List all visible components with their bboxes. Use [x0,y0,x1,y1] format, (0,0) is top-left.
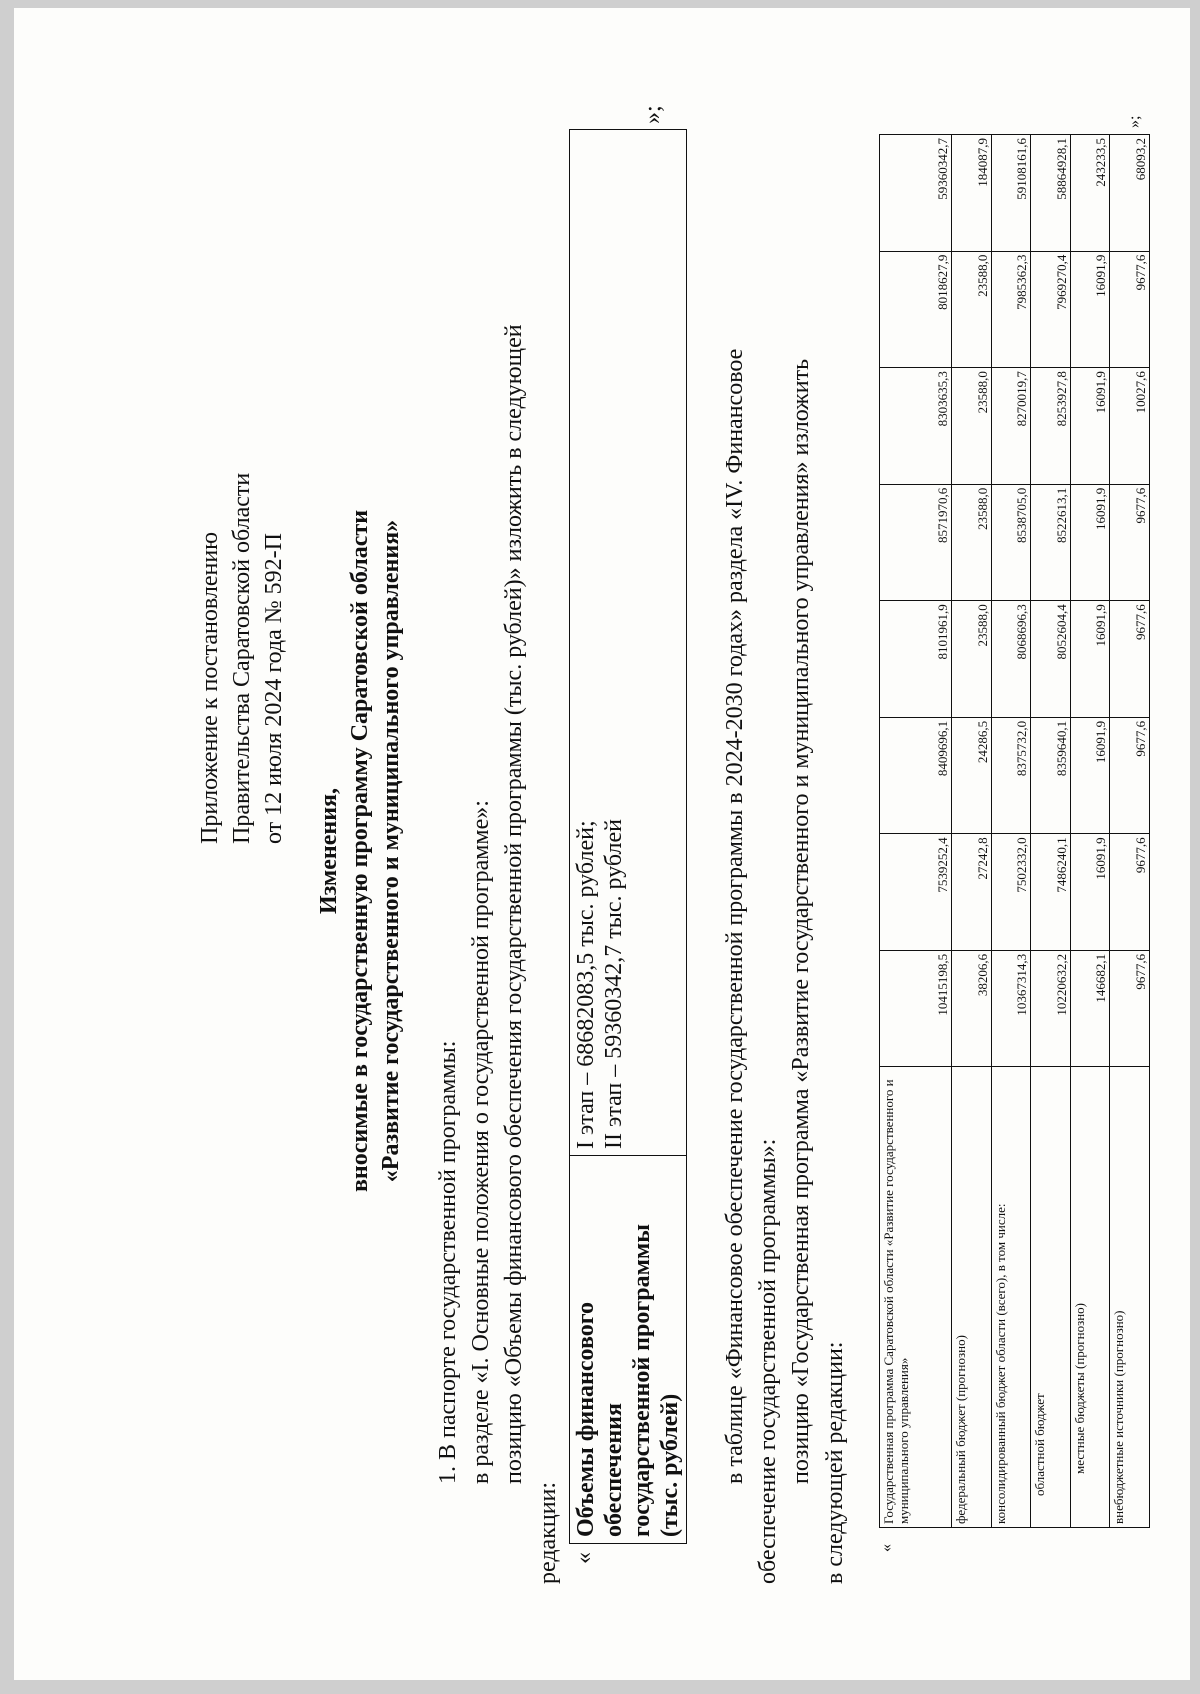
finance-cell: 8538705,0 [991,484,1031,601]
finance-cell: 16091,9 [1070,834,1110,951]
finance-row-name-text: областной бюджет [1032,1393,1048,1496]
finance-row-name-text: местные бюджеты (прогнозно) [1071,1302,1087,1474]
finance-cell: 8571970,6 [880,484,952,601]
finance-row [880,135,952,1528]
approval-line-2: Правительства Саратовской области [229,472,255,844]
finance-cell: 16091,9 [1070,251,1110,368]
section-2-instruction-1-cont: обеспечение государственной программы»: [755,1138,781,1584]
passport-close-quote: »; [640,105,666,124]
finance-row-name [1110,1067,1150,1528]
passport-label-line-3: (тыс. рублей) [657,1393,683,1537]
finance-open-quote: « [878,1544,895,1552]
finance-table [879,134,1150,1528]
finance-cell: 10220632,2 [1031,950,1071,1067]
finance-row-name-text: внебюджетные источники (прогнозно) [1111,1310,1127,1524]
finance-row [1110,135,1150,1528]
section-1-instruction: позицию «Объемы финансового обеспечения государственной программы (тыс. рублей)» изложить в следующей [501,324,527,1484]
title-line-3: «Развитие государственного и муниципального управления» [378,519,404,1183]
finance-row [952,135,992,1528]
finance-cell: 68093,2 [1110,135,1150,252]
section-2-instruction-1: в таблице «Финансовое обеспечение государственной программы в 2024-2030 годах» раздела «IV. Финансовое [722,348,748,1484]
finance-cell: 23588,0 [952,368,992,485]
finance-cell: 184087,9 [952,135,992,252]
finance-row-name-text: консолидированный бюджет области (всего), в том числе: [992,1203,1008,1524]
finance-cell: 7502332,0 [991,834,1031,951]
finance-cell: 146682,1 [1070,950,1110,1067]
finance-cell: 9677,6 [1110,251,1150,368]
finance-cell: 9677,6 [1110,950,1150,1067]
passport-value-line-2: II этап – 59360342,7 тыс. рублей [601,819,627,1149]
finance-cell: 8522613,1 [1031,484,1071,601]
section-1-heading: 1. В паспорте государственной программы: [435,1040,461,1484]
section-1-instruction-cont: редакции: [535,1481,561,1584]
finance-row [1070,135,1110,1528]
finance-row [1031,135,1071,1528]
finance-cell: 8270019,7 [991,368,1031,485]
passport-label-line-2: государственной программы [629,1223,655,1537]
title-line-2: вносимые в государственную программу Саратовской области [347,509,373,1193]
passport-value [570,130,687,1156]
finance-cell: 8409696,1 [880,717,952,834]
finance-cell: 59360342,7 [880,135,952,252]
approval-line-3: от 12 июля 2024 года № 592-П [261,532,287,844]
finance-cell: 16091,9 [1070,717,1110,834]
finance-cell: 8375732,0 [991,717,1031,834]
section-2-instruction-2-cont: в следующей редакции: [822,1341,848,1584]
finance-cell: 9677,6 [1110,717,1150,834]
finance-cell: 7539252,4 [880,834,952,951]
finance-cell: 7985362,3 [991,251,1031,368]
finance-row-name-text: федеральный бюджет (прогнозно) [953,1335,969,1524]
finance-cell: 10415198,5 [880,950,952,1067]
finance-cell: 23588,0 [952,251,992,368]
finance-cell: 8359640,1 [1031,717,1071,834]
title-line-1: Изменения, [316,787,342,915]
finance-close-quote: »; [1126,115,1143,128]
rotated-content [14,8,1200,1694]
section-2-instruction-2: позицию «Государственная программа «Развитие государственного и муниципального управления» изложить [788,358,814,1484]
finance-cell: 8018627,9 [880,251,952,368]
finance-cell: 16091,9 [1070,601,1110,718]
finance-cell: 23588,0 [952,601,992,718]
passport-table [569,129,687,1544]
passport-open-quote: « [571,1552,597,1564]
finance-cell: 27242,8 [952,834,992,951]
document-page [14,8,1190,1680]
finance-cell: 16091,9 [1070,368,1110,485]
finance-cell: 24286,5 [952,717,992,834]
finance-cell: 9677,6 [1110,601,1150,718]
finance-cell: 9677,6 [1110,484,1150,601]
section-1-subsection: в разделе «I. Основные положения о государственной программе»: [468,800,494,1484]
finance-cell: 59108161,6 [991,135,1031,252]
passport-value-line-1: I этап – 68682083,5 тыс. рублей; [573,820,599,1149]
finance-cell: 8303635,3 [880,368,952,485]
finance-cell: 10027,6 [1110,368,1150,485]
passport-row [570,130,687,1544]
finance-cell: 23588,0 [952,484,992,601]
finance-row-name [880,1067,952,1528]
finance-row [991,135,1031,1528]
finance-row-name [1031,1067,1071,1528]
passport-label [570,1156,687,1544]
finance-cell: 7969270,4 [1031,251,1071,368]
passport-label-line-1: Объемы финансового обеспечения [573,1301,627,1537]
finance-cell: 9677,6 [1110,834,1150,951]
finance-cell: 58864928,1 [1031,135,1071,252]
finance-cell: 8253927,8 [1031,368,1071,485]
finance-cell: 7486240,1 [1031,834,1071,951]
finance-cell: 8052604,4 [1031,601,1071,718]
finance-cell: 38206,6 [952,950,992,1067]
approval-line-1: Приложение к постановлению [197,531,223,844]
finance-row-name-text: Государственная программа Саратовской области «Развитие государственного и муниципального управления» [881,1079,911,1524]
finance-cell: 10367314,3 [991,950,1031,1067]
finance-cell: 8101961,9 [880,601,952,718]
finance-cell: 243233,5 [1070,135,1110,252]
approval-header [194,473,290,844]
finance-row-name [1070,1067,1110,1528]
finance-cell: 8068696,3 [991,601,1031,718]
finance-cell: 16091,9 [1070,484,1110,601]
finance-row-name [991,1067,1031,1528]
finance-row-name [952,1067,992,1528]
document-title [314,258,407,1444]
